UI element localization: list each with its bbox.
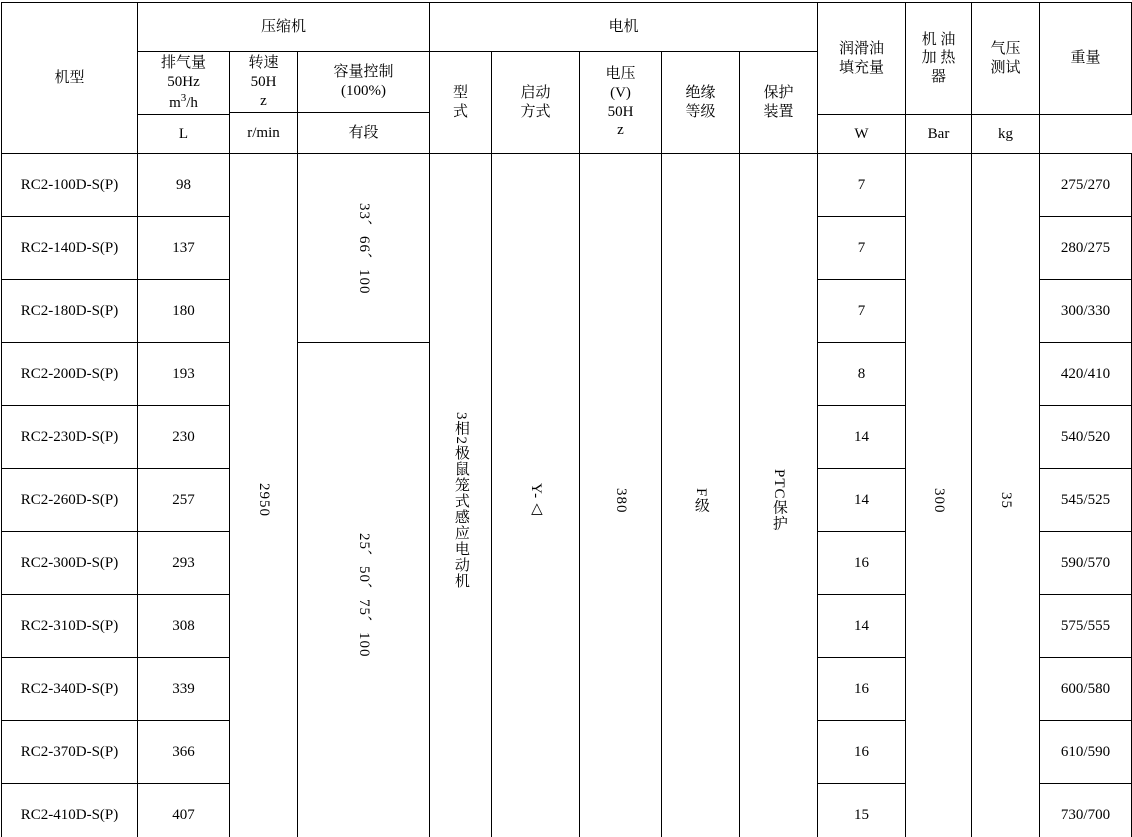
cell-weight: 590/570 bbox=[1040, 532, 1132, 595]
col-header-lube-oil: 润滑油 填充量 bbox=[818, 3, 906, 115]
cell-model: RC2-230D-S(P) bbox=[2, 406, 138, 469]
col-header-insulation: 绝缘 等级 bbox=[662, 52, 740, 154]
cell-weight: 730/700 bbox=[1040, 784, 1132, 837]
cell-displacement: 137 bbox=[138, 217, 230, 280]
col-header-motor-type: 型 式 bbox=[430, 52, 492, 154]
cell-displacement: 98 bbox=[138, 154, 230, 217]
col-header-pressure-test: 气压 测试 bbox=[972, 3, 1040, 115]
cell-displacement: 407 bbox=[138, 784, 230, 837]
group-header-motor: 电机 bbox=[430, 3, 818, 52]
cell-model: RC2-300D-S(P) bbox=[2, 532, 138, 595]
cell-model: RC2-260D-S(P) bbox=[2, 469, 138, 532]
cell-capacity-control-bottom: 25、50、75、100 bbox=[298, 343, 430, 837]
cell-speed-merged: 2950 bbox=[230, 154, 298, 837]
cell-weight: 300/330 bbox=[1040, 280, 1132, 343]
cell-lube-oil: 7 bbox=[818, 280, 906, 343]
cell-insulation-merged: F级 bbox=[662, 154, 740, 837]
group-header-compressor: 压缩机 bbox=[138, 3, 430, 52]
cell-weight: 600/580 bbox=[1040, 658, 1132, 721]
cell-displacement: 230 bbox=[138, 406, 230, 469]
cell-model: RC2-200D-S(P) bbox=[2, 343, 138, 406]
col-header-capacity-control: 容量控制 (100%) bbox=[298, 52, 430, 113]
unit-pressure-test: Bar bbox=[906, 115, 972, 154]
cell-lube-oil: 8 bbox=[818, 343, 906, 406]
cell-lube-oil: 14 bbox=[818, 595, 906, 658]
cell-displacement: 257 bbox=[138, 469, 230, 532]
unit-oil-heater: W bbox=[818, 115, 906, 154]
displacement-unit: $m^3/h$ bbox=[169, 91, 198, 111]
cell-lube-oil: 16 bbox=[818, 721, 906, 784]
cell-lube-oil: 16 bbox=[818, 658, 906, 721]
cell-protection-merged: PTC保护 bbox=[740, 154, 818, 837]
cell-model: RC2-180D-S(P) bbox=[2, 280, 138, 343]
col-header-oil-heater: 机 油 加 热 器 bbox=[906, 3, 972, 115]
col-header-displacement: 排气量 50Hz $m^3/h$ bbox=[138, 52, 230, 115]
col-header-weight: 重量 bbox=[1040, 3, 1132, 115]
cell-model: RC2-340D-S(P) bbox=[2, 658, 138, 721]
cell-motor-type-merged: 3相2极鼠笼式感应电动机 bbox=[430, 154, 492, 837]
cell-displacement: 339 bbox=[138, 658, 230, 721]
col-header-model: 机型 bbox=[2, 3, 138, 154]
cell-pressure-test-merged: 35 bbox=[972, 154, 1040, 837]
col-header-voltage: 电压 (V) 50H z bbox=[580, 52, 662, 154]
table-row bbox=[2, 154, 1132, 217]
cell-model: RC2-140D-S(P) bbox=[2, 217, 138, 280]
cell-lube-oil: 15 bbox=[818, 784, 906, 837]
col-header-start-mode: 启动 方式 bbox=[492, 52, 580, 154]
cell-lube-oil: 7 bbox=[818, 154, 906, 217]
header-group-row bbox=[2, 3, 1132, 52]
cell-weight: 420/410 bbox=[1040, 343, 1132, 406]
cell-weight: 575/555 bbox=[1040, 595, 1132, 658]
cell-voltage-merged: 380 bbox=[580, 154, 662, 837]
unit-capacity-control: 有段 bbox=[298, 113, 430, 154]
unit-speed: r/min bbox=[230, 113, 298, 154]
col-header-speed: 转速 50H z bbox=[230, 52, 298, 113]
cell-weight: 275/270 bbox=[1040, 154, 1132, 217]
cell-oil-heater-merged: 300 bbox=[906, 154, 972, 837]
cell-lube-oil: 14 bbox=[818, 406, 906, 469]
cell-displacement: 193 bbox=[138, 343, 230, 406]
unit-lube-oil: L bbox=[138, 115, 230, 154]
cell-lube-oil: 7 bbox=[818, 217, 906, 280]
unit-weight: kg bbox=[972, 115, 1040, 154]
cell-start-mode-merged: Y-△ bbox=[492, 154, 580, 837]
cell-model: RC2-310D-S(P) bbox=[2, 595, 138, 658]
cell-weight: 545/525 bbox=[1040, 469, 1132, 532]
cell-model: RC2-370D-S(P) bbox=[2, 721, 138, 784]
cell-displacement: 180 bbox=[138, 280, 230, 343]
cell-capacity-control-top: 33、66、100 bbox=[298, 154, 430, 343]
cell-displacement: 366 bbox=[138, 721, 230, 784]
cell-lube-oil: 16 bbox=[818, 532, 906, 595]
cell-model: RC2-410D-S(P) bbox=[2, 784, 138, 837]
specification-table bbox=[1, 2, 1132, 837]
cell-displacement: 308 bbox=[138, 595, 230, 658]
col-header-protection: 保护 装置 bbox=[740, 52, 818, 154]
cell-weight: 540/520 bbox=[1040, 406, 1132, 469]
cell-weight: 280/275 bbox=[1040, 217, 1132, 280]
cell-displacement: 293 bbox=[138, 532, 230, 595]
cell-model: RC2-100D-S(P) bbox=[2, 154, 138, 217]
cell-weight: 610/590 bbox=[1040, 721, 1132, 784]
cell-lube-oil: 14 bbox=[818, 469, 906, 532]
